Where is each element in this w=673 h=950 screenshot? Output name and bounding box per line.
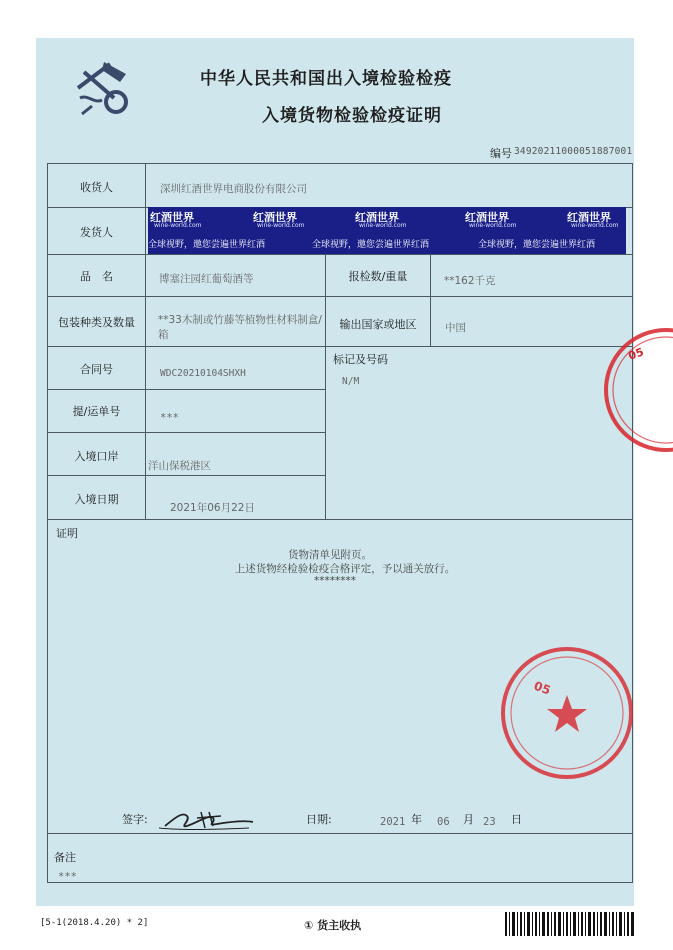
barcode-icon [505,912,635,936]
certification-line3: ******** [314,575,356,587]
origin-country-label: 输出国家或地区 [339,318,417,331]
goods-name-value: 博塞注园红葡萄酒等 [159,273,254,285]
signature-date-label: 日期: [306,813,332,826]
banner-slogan-3: 全球视野，邀您尝遍世界红酒 [478,240,596,250]
inspection-emblem-icon [74,58,134,118]
quantity-label: 报检数/重量 [348,270,408,283]
handwritten-signature [157,806,257,832]
bill-of-lading-label: 提/运单号 [72,405,121,418]
banner-sub-4: wine-world.com [469,222,517,229]
goods-name-label: 品 名 [80,270,113,283]
packaging-label: 包装种类及数量 [58,316,135,329]
marks-value: N/M [342,376,360,387]
consignor-redaction-banner [148,207,626,254]
document-title-line2: 入境货物检验检疫证明 [262,106,442,126]
signature-day: 23 [483,816,496,828]
entry-port-label: 入境口岸 [74,450,119,463]
entry-date-value: 2021年06月22日 [170,502,255,514]
entry-port-value: 洋山保税港区 [148,460,211,472]
banner-slogan-2: 全球视野，邀您尝遍世界红酒 [312,240,430,250]
entry-date-label: 入境日期 [74,493,119,506]
banner-sub-3: wine-world.com [359,222,407,229]
signature-month: 06 [437,816,450,828]
document-title-line1: 中华人民共和国出入境检验检疫 [200,69,452,89]
consignee-value: 深圳红酒世界电商股份有限公司 [160,183,307,195]
serial-label: 编号 [490,147,512,160]
banner-sub-1: wine-world.com [154,222,202,229]
banner-logo-2: 红酒世界 [253,211,297,224]
seal-partial-code: 05 [626,345,646,363]
signature-day-unit: 日 [511,813,522,826]
copy-holder-label: ① 货主收执 [304,919,362,932]
seal-star-icon [547,695,587,732]
banner-slogan-1: 全球视野，邀您尝遍世界红酒 [148,240,266,250]
origin-country-value: 中国 [445,322,466,334]
bill-of-lading-value: *** [160,412,179,424]
banner-sub-5: wine-world.com [571,222,619,229]
certification-line1: 货物清单见附页。 [288,549,372,561]
signature-year-unit: 年 [411,813,422,826]
quantity-value: **162千克 [444,275,496,287]
contract-number-label: 合同号 [80,363,113,376]
official-seal-stamp-partial [596,320,673,460]
remarks-value: *** [58,871,77,883]
signature-label: 签字: [122,813,148,826]
remarks-label: 备注 [54,851,76,864]
serial-number: 349202110000518870​01 [514,146,633,157]
banner-logo-1: 红酒世界 [150,211,194,224]
banner-logo-3: 红酒世界 [355,211,399,224]
consignor-label: 发货人 [80,226,113,239]
banner-sub-2: wine-world.com [257,222,305,229]
seal-code: 05 [531,678,553,698]
packaging-value: **33木制或竹藤等植物性材料制盒/箱 [158,314,322,341]
form-code: [5-1(2018.4.20) * 2] [40,918,149,928]
contract-number-value: WDC20210104SHXH [160,368,246,379]
official-seal-stamp [497,643,637,783]
signature-month-unit: 月 [463,813,474,826]
banner-logo-4: 红酒世界 [465,211,509,224]
signature-year: 2021 [380,816,406,828]
certification-label: 证明 [56,527,78,540]
consignee-label: 收货人 [80,181,113,194]
certification-line2: 上述货物经检验检疫合格评定，予以通关放行。 [234,563,456,575]
banner-logo-5: 红酒世界 [567,211,611,224]
marks-label: 标记及号码 [333,353,388,366]
